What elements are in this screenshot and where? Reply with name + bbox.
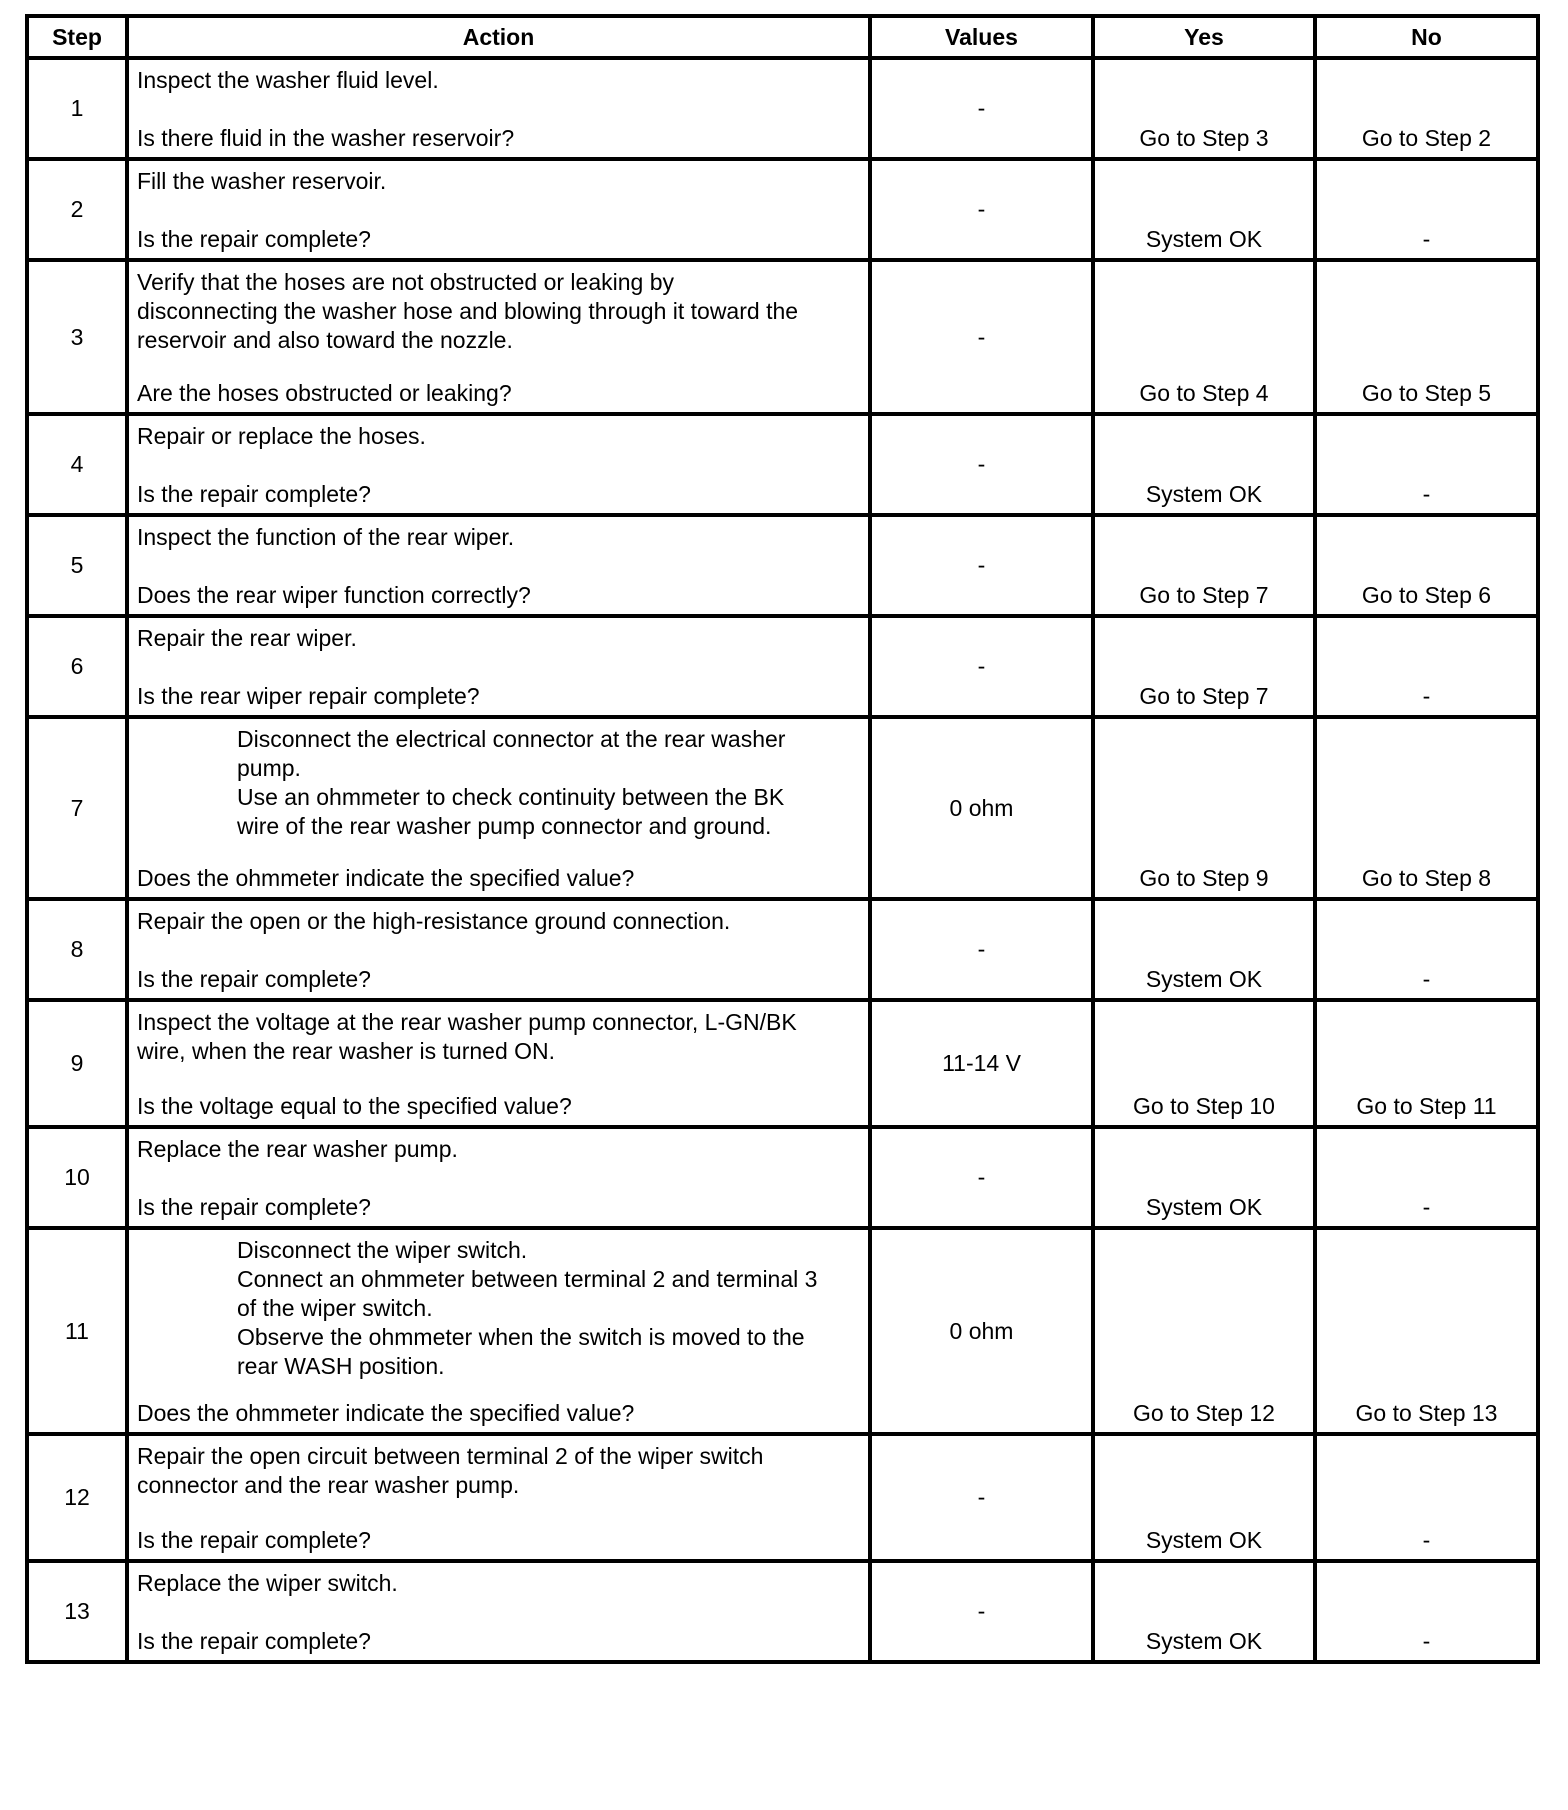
yes-cell [1093,1000,1315,1127]
no-outcome: - [1422,481,1431,507]
action-instruction-line: Replace the wiper switch. [137,1570,398,1596]
diagnostic-table [25,14,1540,1664]
no-outcome: Go to Step 13 [1355,1400,1498,1426]
step-number: 8 [27,899,127,1000]
no-cell [1315,414,1538,515]
table-row [27,616,1538,717]
action-cell [127,1434,870,1561]
yes-outcome: System OK [1145,1628,1263,1654]
action-instruction-line: Use an ohmmeter to check continuity between the BK [237,784,785,810]
yes-outcome: Go to Step 4 [1139,380,1269,406]
yes-cell [1093,1228,1315,1434]
table-row [27,1561,1538,1662]
yes-outcome: Go to Step 9 [1139,865,1269,891]
table-row [27,414,1538,515]
no-outcome: Go to Step 5 [1361,380,1492,406]
action-cell [127,1228,870,1434]
column-header-step: Step [27,16,127,58]
table-row [27,260,1538,414]
action-question: Does the rear wiper function correctly? [137,582,531,608]
action-cell [127,58,870,159]
value-cell: - [870,515,1093,616]
no-cell [1315,717,1538,899]
table-row [27,1127,1538,1228]
yes-outcome: System OK [1145,966,1263,992]
action-instruction-line: pump. [237,755,301,781]
table-row [27,515,1538,616]
yes-outcome: Go to Step 7 [1139,582,1269,608]
column-header-no: No [1315,16,1538,58]
no-outcome: - [1422,683,1431,709]
action-instruction-line: wire, when the rear washer is turned ON. [137,1038,556,1064]
value-cell: - [870,1561,1093,1662]
step-number: 7 [27,717,127,899]
header-row [27,16,1538,58]
value-cell: 0 ohm [870,1228,1093,1434]
table-row [27,1000,1538,1127]
table-row [27,899,1538,1000]
step-number: 6 [27,616,127,717]
yes-outcome: Go to Step 3 [1139,125,1269,151]
step-number: 3 [27,260,127,414]
step-number: 2 [27,159,127,260]
yes-cell [1093,58,1315,159]
action-instruction-line: wire of the rear washer pump connector and ground. [237,813,772,839]
no-outcome: Go to Step 2 [1361,125,1492,151]
yes-outcome: Go to Step 10 [1133,1093,1275,1119]
no-cell [1315,1000,1538,1127]
table-row [27,159,1538,260]
value-cell: - [870,58,1093,159]
yes-cell [1093,616,1315,717]
action-instruction-line: reservoir and also toward the nozzle. [137,327,513,353]
action-instruction-line: rear WASH position. [237,1353,445,1379]
action-instruction-line: Connect an ohmmeter between terminal 2 and terminal 3 [237,1266,818,1292]
value-cell: 11-14 V [870,1000,1093,1127]
action-question: Is the voltage equal to the specified value? [137,1093,572,1119]
yes-cell [1093,1434,1315,1561]
step-number: 11 [27,1228,127,1434]
column-header-action: Action [127,16,870,58]
action-instruction-line: Repair or replace the hoses. [137,423,426,449]
action-cell [127,1561,870,1662]
no-outcome: Go to Step 6 [1361,582,1492,608]
no-cell [1315,899,1538,1000]
no-cell [1315,1434,1538,1561]
action-question: Is the repair complete? [137,1194,371,1220]
yes-cell [1093,515,1315,616]
value-cell: - [870,414,1093,515]
action-cell [127,515,870,616]
yes-cell [1093,159,1315,260]
action-cell [127,899,870,1000]
no-outcome: Go to Step 11 [1356,1093,1497,1119]
yes-outcome: Go to Step 7 [1139,683,1269,709]
step-number: 12 [27,1434,127,1561]
step-number: 10 [27,1127,127,1228]
no-cell [1315,616,1538,717]
value-cell: 0 ohm [870,717,1093,899]
action-question: Are the hoses obstructed or leaking? [137,380,512,406]
step-number: 9 [27,1000,127,1127]
step-number: 1 [27,58,127,159]
action-question: Is the repair complete? [137,966,371,992]
yes-outcome: System OK [1145,1527,1263,1553]
yes-cell [1093,260,1315,414]
action-instruction-line: Verify that the hoses are not obstructed or leaking by [137,269,674,295]
action-instruction-line: Fill the washer reservoir. [137,168,387,194]
no-cell [1315,159,1538,260]
table-row [27,717,1538,899]
no-cell [1315,58,1538,159]
no-outcome: - [1422,1527,1431,1553]
action-instruction-line: Replace the rear washer pump. [137,1136,458,1162]
action-instruction-line: Inspect the function of the rear wiper. [137,524,515,550]
no-outcome: Go to Step 8 [1361,865,1492,891]
yes-cell [1093,1127,1315,1228]
action-instruction-line: connector and the rear washer pump. [137,1472,520,1498]
action-instruction-line: of the wiper switch. [237,1295,433,1321]
action-instruction-line: Disconnect the wiper switch. [237,1237,528,1263]
no-outcome: - [1422,966,1431,992]
action-question: Is the repair complete? [137,1527,371,1553]
action-question: Is the repair complete? [137,481,371,507]
action-cell [127,260,870,414]
column-header-values: Values [870,16,1093,58]
yes-cell [1093,717,1315,899]
action-question: Does the ohmmeter indicate the specified value? [137,865,635,891]
yes-outcome: Go to Step 12 [1133,1400,1275,1426]
table-row [27,58,1538,159]
action-cell [127,616,870,717]
no-outcome: - [1422,1628,1431,1654]
action-question: Is the rear wiper repair complete? [137,683,480,709]
action-instruction-line: Inspect the voltage at the rear washer pump connector, L-GN/BK [137,1009,797,1035]
action-instruction-line: Observe the ohmmeter when the switch is moved to the [237,1324,805,1350]
action-instruction-line: Repair the rear wiper. [137,625,357,651]
action-instruction-line: Disconnect the electrical connector at the rear washer [237,726,786,752]
yes-outcome: System OK [1145,226,1263,252]
action-cell [127,1000,870,1127]
action-cell [127,414,870,515]
value-cell: - [870,616,1093,717]
value-cell: - [870,899,1093,1000]
value-cell: - [870,1127,1093,1228]
action-question: Is there fluid in the washer reservoir? [137,125,515,151]
action-instruction-line: disconnecting the washer hose and blowing through it toward the [137,298,799,324]
no-outcome: - [1422,1194,1431,1220]
action-question: Is the repair complete? [137,1628,371,1654]
value-cell: - [870,260,1093,414]
action-cell [127,1127,870,1228]
yes-cell [1093,899,1315,1000]
action-instruction-line: Repair the open circuit between terminal 2 of the wiper switch [137,1443,764,1469]
action-instruction-line: Repair the open or the high-resistance ground connection. [137,908,731,934]
action-cell [127,717,870,899]
action-cell [127,159,870,260]
no-cell [1315,1561,1538,1662]
no-cell [1315,260,1538,414]
value-cell: - [870,1434,1093,1561]
table-row [27,1228,1538,1434]
yes-cell [1093,1561,1315,1662]
column-header-yes: Yes [1093,16,1315,58]
step-number: 13 [27,1561,127,1662]
table-row [27,1434,1538,1561]
no-cell [1315,1127,1538,1228]
step-number: 4 [27,414,127,515]
yes-outcome: System OK [1145,1194,1263,1220]
no-outcome: - [1422,226,1431,252]
action-question: Is the repair complete? [137,226,371,252]
yes-cell [1093,414,1315,515]
step-number: 5 [27,515,127,616]
yes-outcome: System OK [1145,481,1263,507]
action-question: Does the ohmmeter indicate the specified value? [137,1400,635,1426]
no-cell [1315,515,1538,616]
no-cell [1315,1228,1538,1434]
action-instruction-line: Inspect the washer fluid level. [137,67,439,93]
value-cell: - [870,159,1093,260]
